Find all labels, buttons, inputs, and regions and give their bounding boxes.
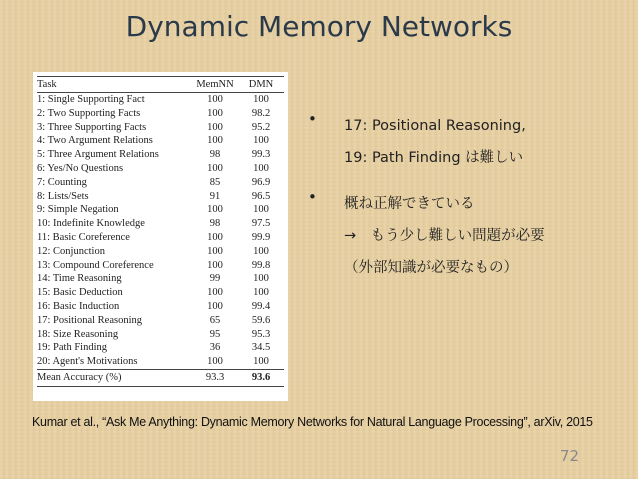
dmn-cell: 100 — [253, 356, 269, 368]
table-row — [37, 245, 284, 259]
memnn-cell: 65 — [209, 314, 221, 326]
table-row — [37, 190, 284, 204]
memnn-cell: 100 — [207, 300, 223, 312]
dmn-cell: 95.3 — [251, 328, 271, 340]
table-row — [37, 272, 284, 286]
memnn-cell: 99 — [209, 273, 221, 285]
bullet-marker: • — [308, 188, 317, 206]
table-header-row — [37, 77, 284, 93]
memnn-cell: 100 — [207, 259, 223, 271]
header-dmn: DMN — [238, 77, 284, 93]
memnn-cell: 100 — [207, 162, 223, 174]
dmn-cell: 99.4 — [251, 300, 271, 312]
table-row — [37, 107, 284, 121]
dmn-cell: 100 — [253, 245, 269, 257]
page-number: 72 — [560, 447, 580, 465]
task-cell: 16: Basic Induction — [37, 300, 120, 312]
memnn-cell: 100 — [207, 204, 223, 216]
task-cell: 14: Time Reasoning — [37, 273, 122, 285]
task-cell: 12: Conjunction — [37, 245, 105, 257]
table-row — [37, 286, 284, 300]
bullet-list — [308, 110, 628, 284]
memnn-cell: 100 — [207, 107, 223, 119]
memnn-cell: 100 — [207, 287, 223, 299]
task-cell: 18: Size Reasoning — [37, 328, 119, 340]
bullet-line: → もう少し難しい問題が必要 — [344, 228, 545, 244]
footer-label: Mean Accuracy (%) — [37, 369, 192, 386]
header-task: Task — [37, 77, 192, 93]
dmn-cell: 100 — [253, 287, 269, 299]
memnn-cell: 100 — [207, 121, 223, 133]
task-cell: 13: Compound Coreference — [37, 259, 154, 271]
memnn-cell: 91 — [209, 190, 221, 202]
task-cell: 1: Single Supporting Fact — [37, 94, 145, 105]
header-memnn: MemNN — [192, 77, 238, 93]
table-row — [37, 134, 284, 148]
task-cell: 20: Agent's Motivations — [37, 356, 138, 368]
task-cell: 9: Simple Negation — [37, 204, 119, 216]
dmn-cell: 97.5 — [251, 218, 271, 230]
table-body — [37, 93, 284, 370]
dmn-cell: 99.8 — [251, 259, 271, 271]
footer-dmn: 93.6 — [238, 369, 284, 386]
task-cell: 6: Yes/No Questions — [37, 162, 124, 174]
dmn-cell: 96.5 — [251, 190, 271, 202]
table-row — [37, 355, 284, 369]
bullet-item — [308, 188, 628, 284]
bullet-line: 概ね正解できている — [344, 196, 475, 212]
dmn-cell: 96.9 — [251, 176, 271, 188]
table-row — [37, 93, 284, 107]
results-table-panel — [33, 72, 288, 401]
results-table — [37, 76, 284, 387]
dmn-cell: 95.2 — [251, 121, 271, 133]
memnn-cell: 100 — [207, 356, 223, 368]
dmn-cell: 100 — [253, 204, 269, 216]
memnn-cell: 100 — [207, 245, 223, 257]
table-row — [37, 341, 284, 355]
footer-memnn: 93.3 — [192, 369, 238, 386]
task-cell: 2: Two Supporting Facts — [37, 107, 141, 119]
table-row — [37, 148, 284, 162]
task-cell: 19: Path Finding — [37, 342, 108, 354]
memnn-cell: 100 — [207, 135, 223, 147]
dmn-cell: 100 — [253, 273, 269, 285]
table-row — [37, 217, 284, 231]
dmn-cell: 100 — [253, 135, 269, 147]
task-cell: 11: Basic Coreference — [37, 231, 130, 243]
task-cell: 3: Three Supporting Facts — [37, 121, 147, 133]
task-cell: 10: Indefinite Knowledge — [37, 218, 145, 230]
dmn-cell: 34.5 — [251, 342, 271, 354]
memnn-cell: 36 — [209, 342, 221, 354]
table-row — [37, 121, 284, 135]
table-row — [37, 328, 284, 342]
memnn-cell: 98 — [209, 218, 221, 230]
table-row — [37, 176, 284, 190]
citation: Kumar et al., “Ask Me Anything: Dynamic Memory Networks for Natural Language Processing”, arXiv, 2015 — [32, 415, 593, 429]
table-row — [37, 162, 284, 176]
dmn-cell: 99.9 — [251, 231, 271, 243]
memnn-cell: 100 — [207, 94, 223, 105]
memnn-cell: 98 — [209, 149, 221, 161]
dmn-cell: 59.6 — [251, 314, 271, 326]
task-cell: 17: Positional Reasoning — [37, 314, 142, 326]
bullet-marker: • — [308, 110, 317, 128]
table-row — [37, 259, 284, 273]
table-row — [37, 203, 284, 217]
bullet-line: 17: Positional Reasoning, — [344, 118, 526, 134]
memnn-cell: 95 — [209, 328, 221, 340]
bullet-line: （外部知識が必要なもの） — [344, 260, 518, 276]
table-row — [37, 231, 284, 245]
table-row — [37, 314, 284, 328]
task-cell: 8: Lists/Sets — [37, 190, 89, 202]
table-row — [37, 300, 284, 314]
bullet-item — [308, 110, 628, 174]
memnn-cell: 85 — [209, 176, 221, 188]
memnn-cell: 100 — [207, 231, 223, 243]
mean-accuracy-row — [37, 369, 284, 386]
task-cell: 15: Basic Deduction — [37, 287, 123, 299]
slide-title: Dynamic Memory Networks — [125, 10, 513, 43]
bullet-line: 19: Path Finding は難しい — [344, 150, 524, 166]
task-cell: 5: Three Argument Relations — [37, 149, 159, 161]
dmn-cell: 98.2 — [251, 107, 271, 119]
dmn-cell: 100 — [253, 94, 269, 105]
dmn-cell: 100 — [253, 162, 269, 174]
task-cell: 7: Counting — [37, 176, 87, 188]
dmn-cell: 99.3 — [251, 149, 271, 161]
task-cell: 4: Two Argument Relations — [37, 135, 153, 147]
